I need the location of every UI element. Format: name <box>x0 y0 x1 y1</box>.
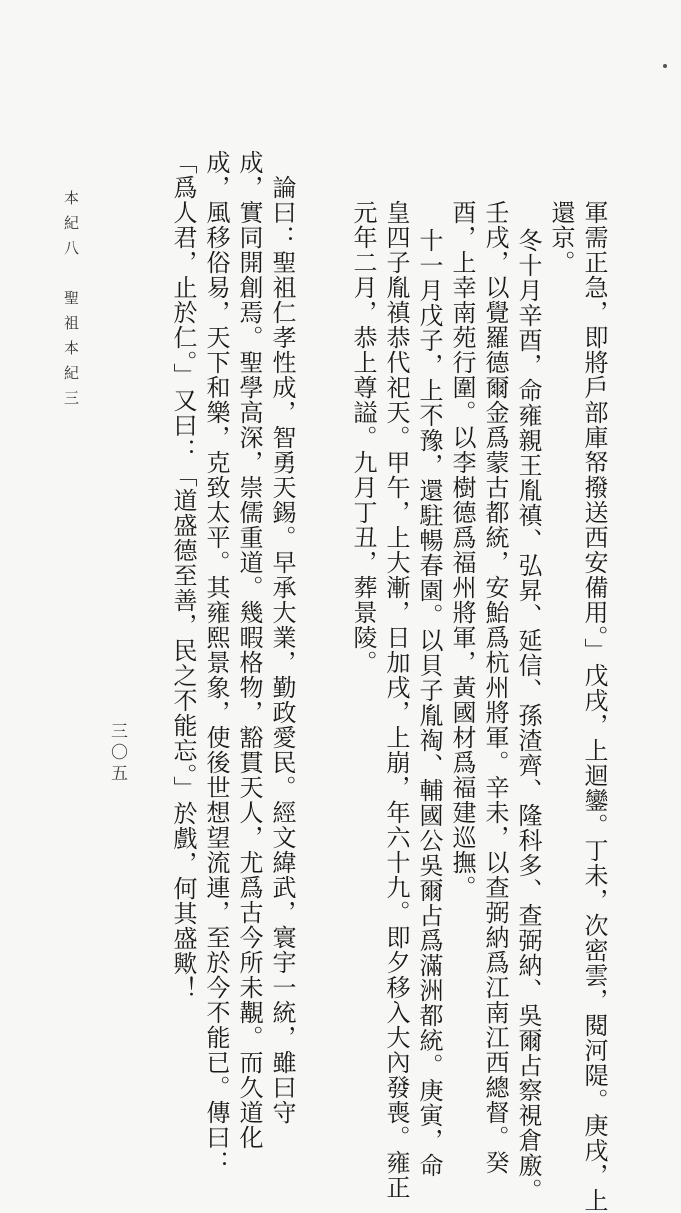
main-text-column-4: 壬戌，以覺羅德爾金爲蒙古都統，安鮐爲杭州將軍。辛未，以查弼納爲江南江西總督。癸 <box>481 200 509 1175</box>
commentary-column-3: 成，風移俗易，天下和樂，克致太平。其雍熙景象，使後世想望流連，至於今不能已。傳曰： <box>202 150 230 1175</box>
page-number: 三〇五 <box>107 722 127 785</box>
main-text-column-8: 元年二月，恭上尊謚。九月丁丑，葬景陵。 <box>349 200 377 675</box>
running-header: 本紀八 聖祖本紀三 <box>62 190 80 415</box>
main-text-column-5: 酉，上幸南苑行圍。以李樹德爲福州將軍，黃國材爲福建巡撫。 <box>448 200 476 900</box>
commentary-column-4: 「爲人君，止於仁。」又曰：「道盛德至善，民之不能忘。」於戲，何其盛歟！ <box>169 150 197 1001</box>
commentary-column-1: 論曰：聖祖仁孝性成，智勇天錫。早承大業，勤政愛民。經文緯武，寰宇一統，雖曰守 <box>268 175 296 1125</box>
main-text-column-1: 軍需正急，即將戶部庫帑撥送西安備用。」戊戌，上迴鑾。丁未，次密雲，閱河隄。庚戌，上 <box>580 200 608 1213</box>
commentary-column-2: 成，實同開創焉。聖學高深，崇儒重道。幾暇格物，豁貫天人，尤爲古今所未覯。而久道化 <box>235 150 263 1150</box>
main-text-column-2: 還京。 <box>547 200 575 275</box>
main-text-column-6: 十一月戊子，上不豫，還駐暢春園。以貝子胤祹、輔國公吳爾占爲滿洲都統。庚寅，命 <box>415 228 443 1178</box>
main-text-column-7: 皇四子胤禛恭代祀天。甲午，上大漸，日加戌，上崩，年六十九。即夕移入大內發喪。雍正 <box>382 200 410 1200</box>
main-text-column-3: 冬十月辛酉，命雍親王胤禛、弘昇、延信、孫渣齊、隆科多、查弼納、吳爾占察視倉廒。 <box>514 228 542 1203</box>
print-speck <box>663 64 667 68</box>
